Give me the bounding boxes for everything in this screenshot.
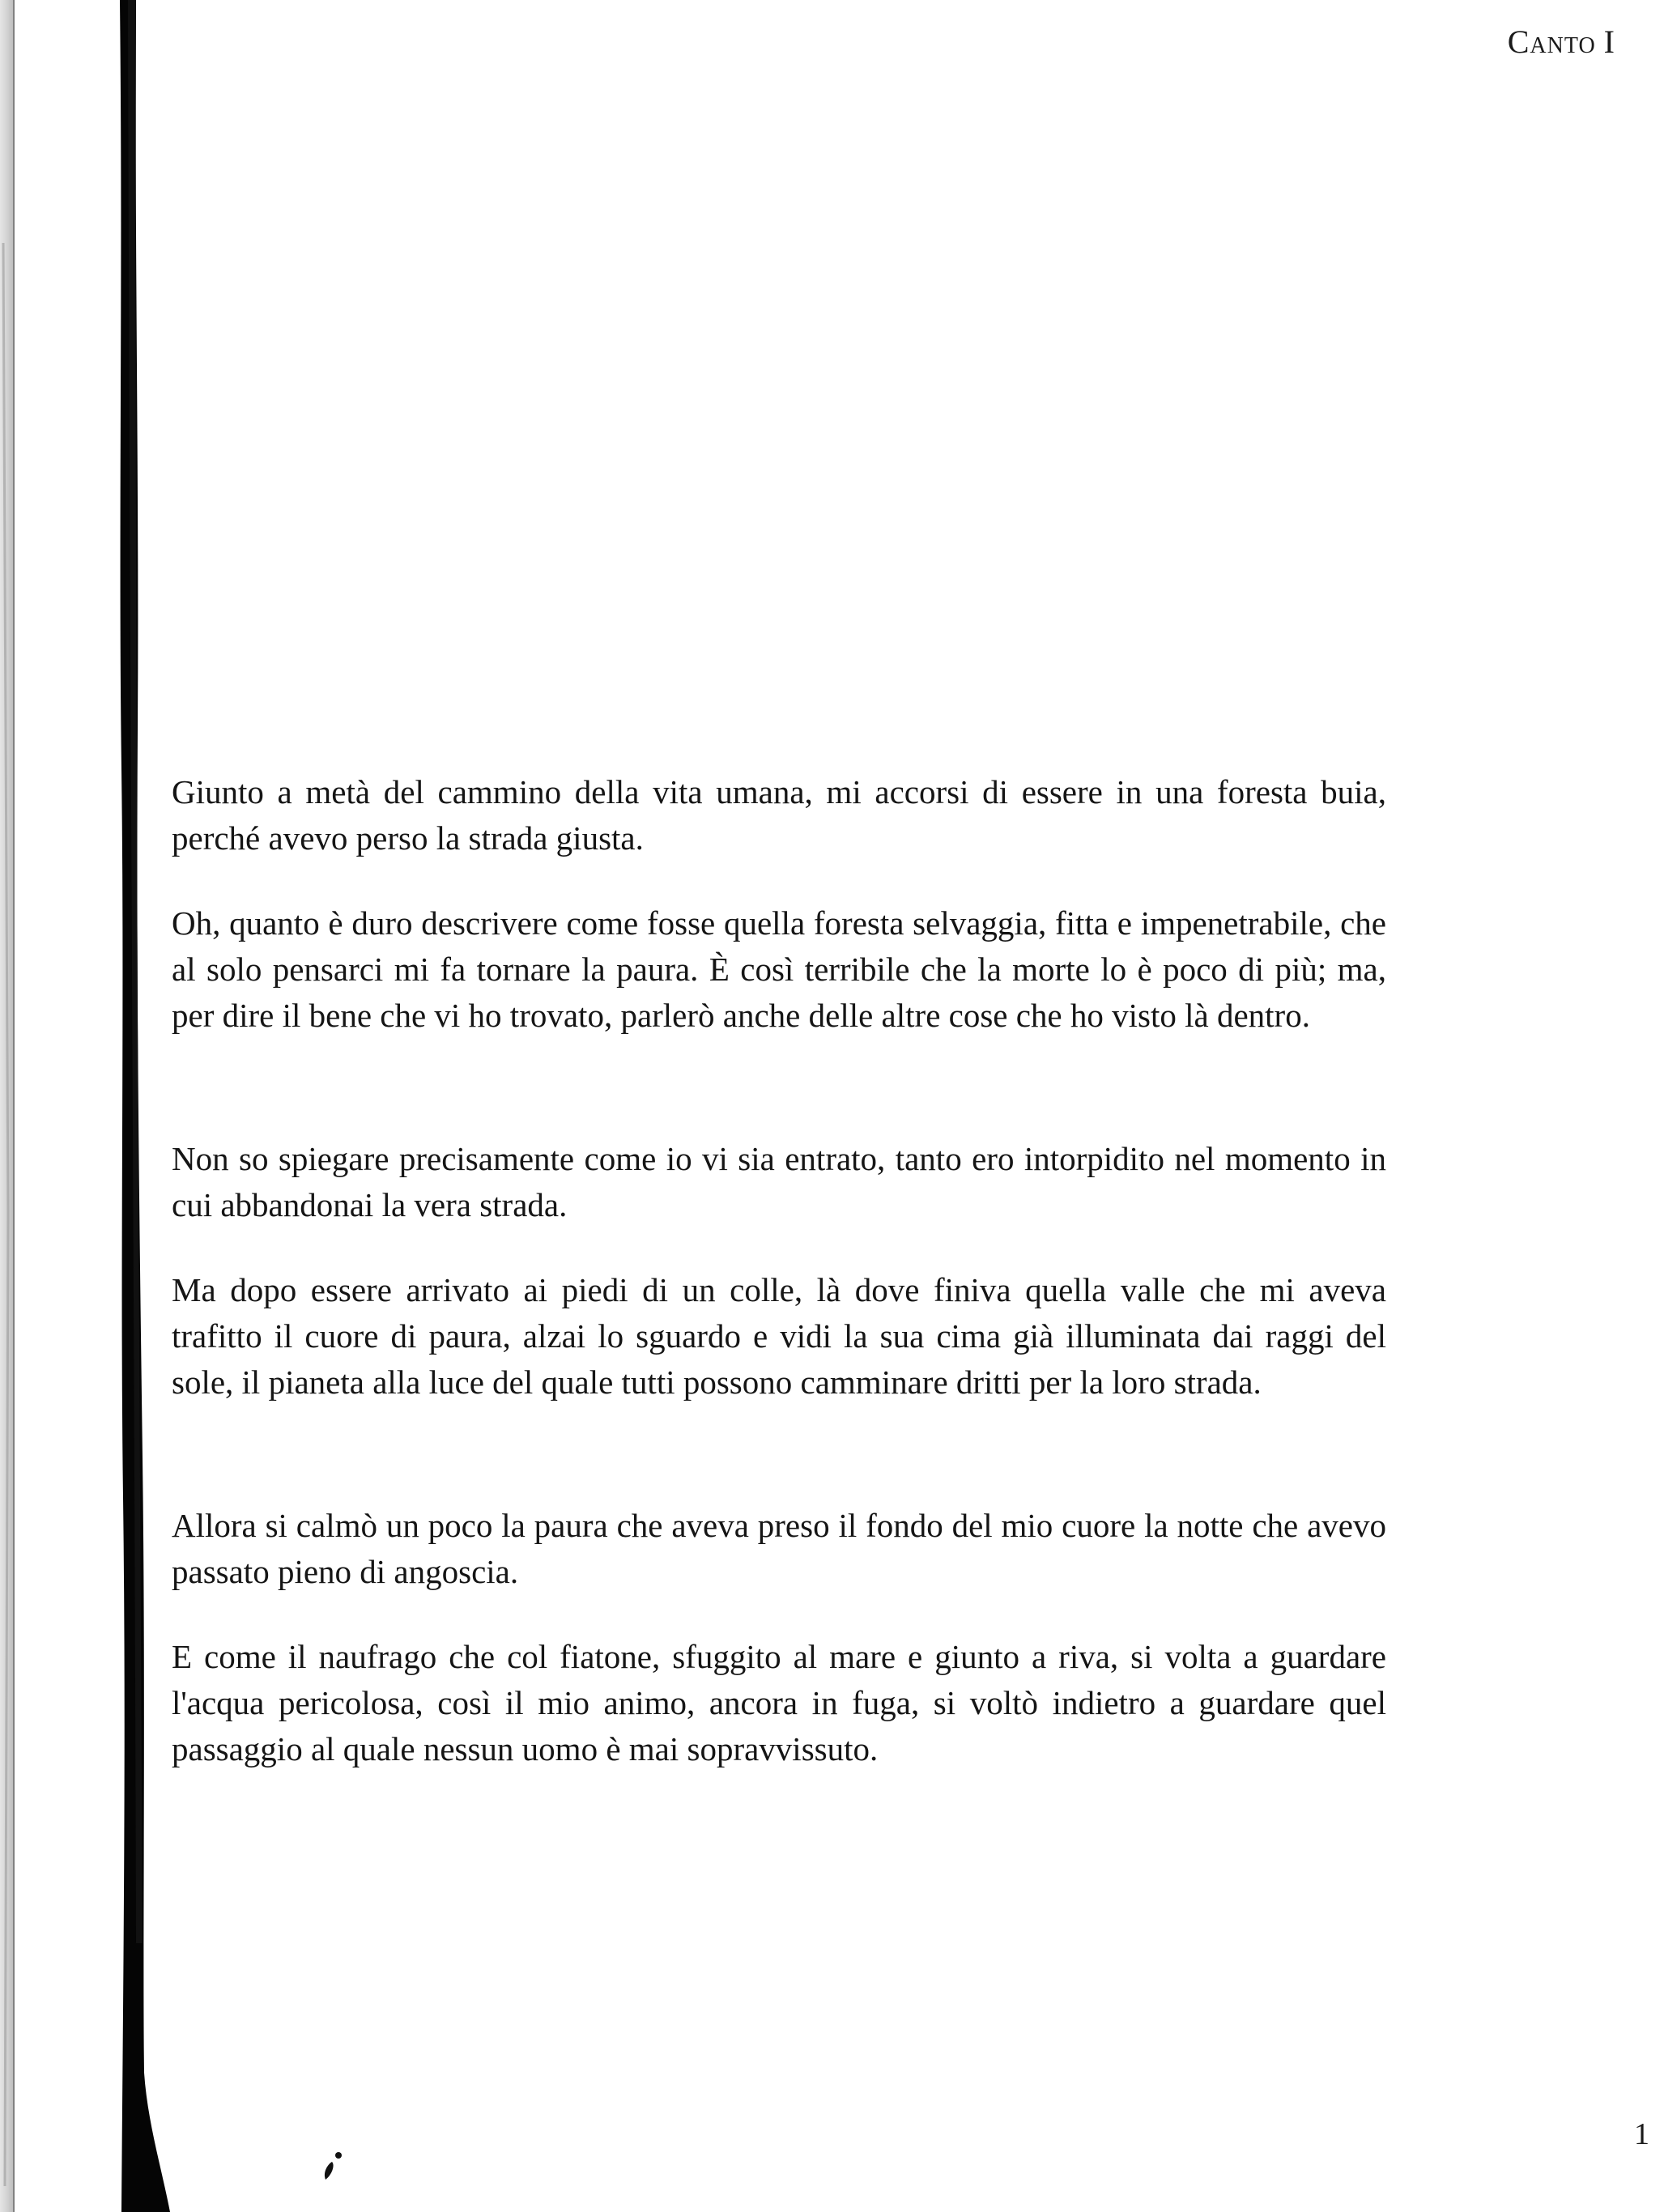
paragraph-6: E come il naufrago che col fiatone, sfuggito al mare e giunto a riva, si volta a guardare l'acqua pericolosa, così il mio animo, ancora in fuga, si voltò indietro a guardare quel passaggio al quale nessun uomo è mai sopravvissuto. [172, 1638, 1386, 1767]
binding-shadow [0, 0, 170, 2212]
paragraph-5: Allora si calmò un poco la paura che aveva preso il fondo del mio cuore la notte che avevo passato pieno di angoscia. [172, 1507, 1386, 1590]
ink-speck [317, 2147, 347, 2183]
paragraph-2: Oh, quanto è duro descrivere come fosse quella foresta selvaggia, fitta e impenetrabile, che al solo pensarci mi fa tornare la paura. È così terribile che la morte lo è poco di più; ma, per dire il bene che vi ho trovato, parlerò anche delle altre cose che ho visto là dentro. [172, 904, 1386, 1034]
paragraph-4: Ma dopo essere arrivato ai piedi di un colle, là dove finiva quella valle che mi aveva trafitto il cuore di paura, alzai lo sguardo e vidi la sua cima già illuminata dai raggi del sole, il pianeta alla luce del quale tutti possono camminare dritti per la loro strada. [172, 1271, 1386, 1401]
paragraph-3: Non so spiegare precisamente come io vi sia entrato, tanto ero intorpidito nel momento in cui abbandonai la vera strada. [172, 1140, 1386, 1223]
running-head-word: Canto [1507, 23, 1596, 60]
running-head-numeral: I [1603, 23, 1615, 60]
paragraph-1: Giunto a metà del cammino della vita umana, mi accorsi di essere in una foresta buia, perché avevo perso la strada giusta. [172, 773, 1386, 857]
running-head [1508, 23, 1615, 61]
body-text [172, 769, 1386, 1811]
page-number: 1 [1634, 2117, 1649, 2151]
